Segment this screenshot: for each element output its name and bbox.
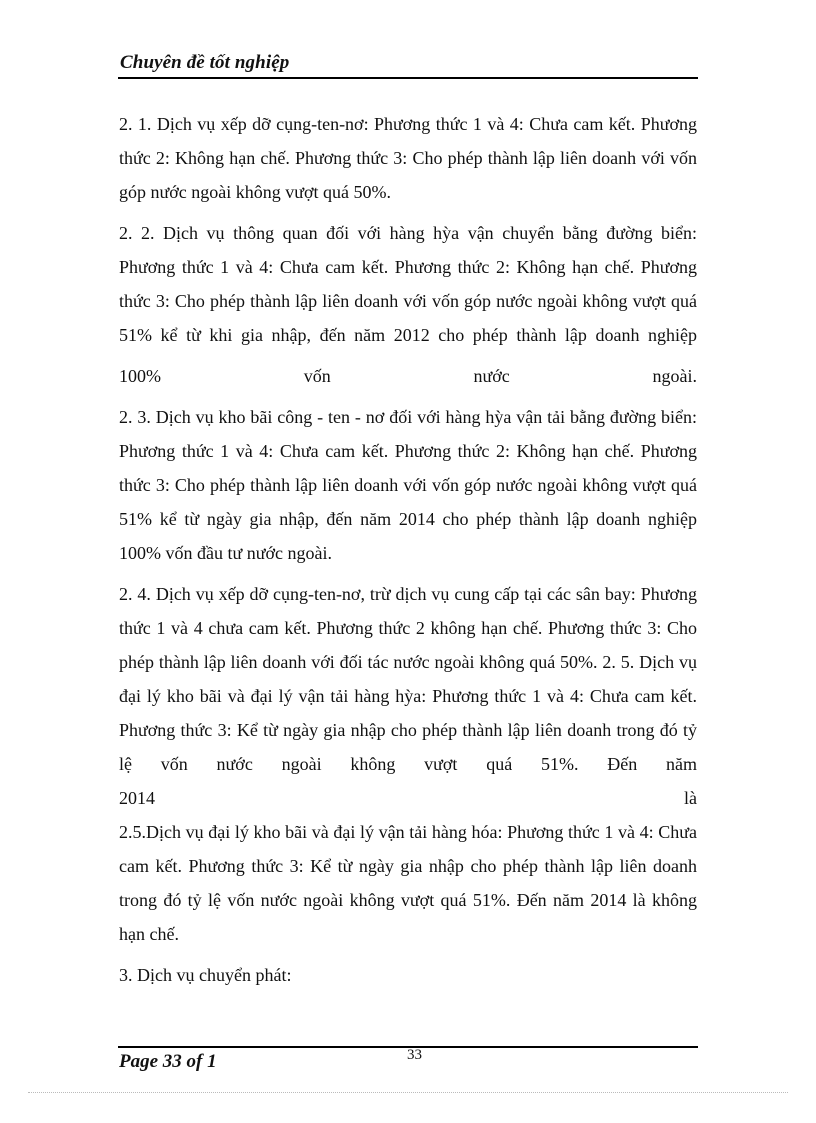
- paragraph-2-5: 2.5.Dịch vụ đại lý kho bãi và đại lý vận tải hàng hóa: Phương thức 1 và 4: Chưa cam kết. Phương thức 3: Kể từ ngày gia nhập cho phép thành lập liên doanh trong đó tỷ lệ vốn nước ngoài không vượt quá 51%. Đến năm 2014 là không hạn chế.: [119, 822, 697, 944]
- tail-word: là: [684, 788, 697, 808]
- paragraph-2-2: 2. 2. Dịch vụ thông quan đối với hàng hỳa vận chuyển bằng đường biển: Phương thức 1 và 4: Chưa cam kết. Phương thức 2: Không hạn chế. Phương thức 3: Cho phép thành lập liên doanh với vốn góp nước ngoài không vượt quá 51% kể từ khi gia nhập, đến năm 2012 cho phép thành lập doanh nghiệp: [119, 223, 697, 345]
- document-body: [119, 107, 697, 999]
- paragraph-2-3: 2. 3. Dịch vụ kho bãi công - ten - nơ đối với hàng hỳa vận tải bằng đường biển: Phương thức 1 và 4: Chưa cam kết. Phương thức 2: Không hạn chế. Phương thức 3: Cho phép thành lập liên doanh với vốn góp nước ngoài không vượt quá 51% kể từ ngày gia nhập, đến năm 2014 cho phép thành lập doanh nghiệp 100% vốn đầu tư nước ngoài.: [119, 407, 697, 563]
- footer-page-label: Page 33 of 1: [119, 1051, 217, 1072]
- tail-word: vốn: [303, 366, 331, 386]
- tail-word: nước: [473, 366, 510, 386]
- tail-word: ngoài.: [652, 366, 697, 386]
- paragraph-2-2-tail: [119, 359, 697, 393]
- paragraph-2-4: 2. 4. Dịch vụ xếp dỡ cụng-ten-nơ, trừ dịch vụ cung cấp tại các sân bay: Phương thức 1 và 4 chưa cam kết. Phương thức 2 không hạn chế. Phương thức 3: Cho phép thành lập liên doanh với đối tác nước ngoài không quá 50%. 2. 5. Dịch vụ đại lý kho bãi và đại lý vận tải hàng hỳa: Phương thức 1 và 4: Chưa cam kết. Phương thức 3: Kể từ ngày gia nhập cho phép thành lập liên doanh trong đó tỷ lệ vốn nước ngoài không vượt quá 51%. Đến năm: [119, 584, 697, 774]
- paragraph-3: 3. Dịch vụ chuyển phát:: [119, 965, 292, 985]
- paragraph-2-4-tail: [119, 781, 697, 815]
- footer-page-number: 33: [407, 1047, 422, 1063]
- header-rule: [118, 77, 698, 79]
- tail-word: 100%: [119, 366, 161, 386]
- paragraph-2-1: 2. 1. Dịch vụ xếp dỡ cụng-ten-nơ: Phương thức 1 và 4: Chưa cam kết. Phương thức 2: Không hạn chế. Phương thức 3: Cho phép thành lập liên doanh với vốn góp nước ngoài không vượt quá 50%.: [119, 114, 697, 202]
- page-bottom-divider: [28, 1092, 788, 1093]
- tail-word: 2014: [119, 788, 155, 808]
- header-title: Chuyên đề tốt nghiệp: [120, 52, 290, 73]
